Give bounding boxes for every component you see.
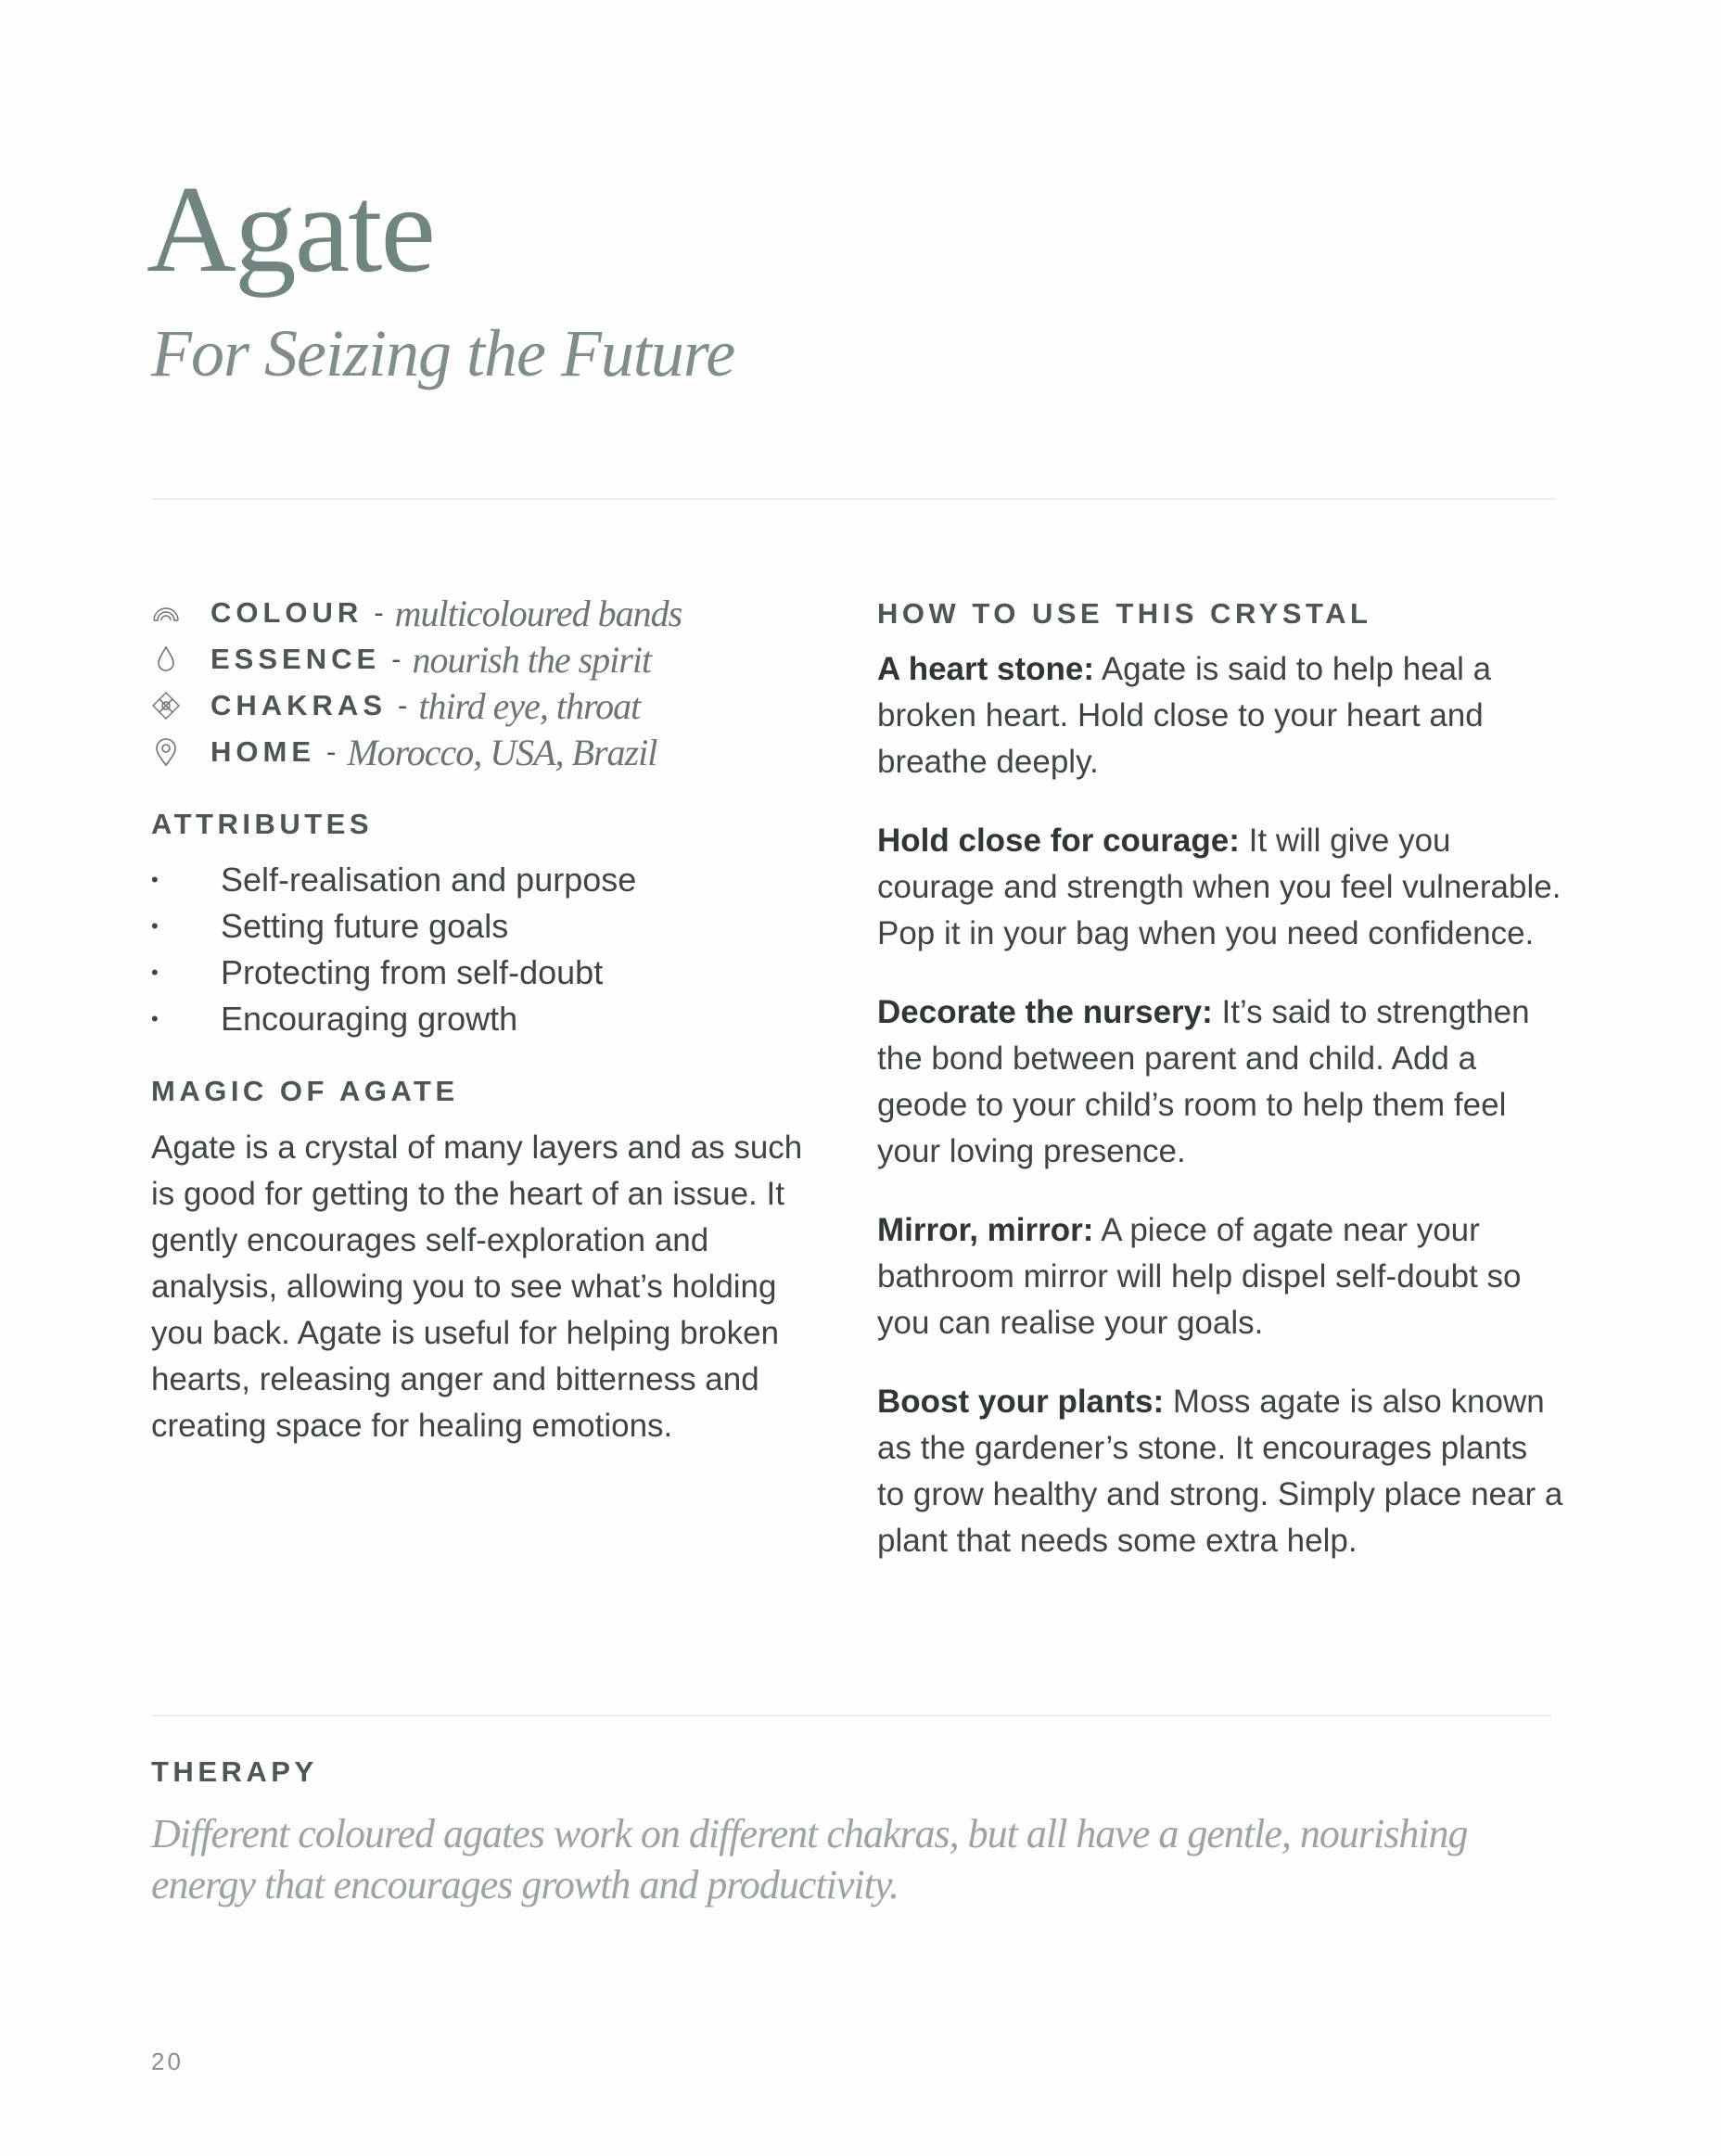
rainbow-icon bbox=[151, 598, 181, 628]
meta-colour: COLOUR - multicoloured bands bbox=[151, 590, 682, 636]
list-item: • Self-realisation and purpose bbox=[151, 861, 637, 899]
use-item: Decorate the nursery: It’s said to strengthen the bond between parent and child. Add a geode to your child’s room to help them feel your loving presence. bbox=[877, 994, 1530, 1169]
attributes-heading: ATTRIBUTES bbox=[151, 808, 374, 840]
divider bbox=[151, 498, 1556, 500]
therapy-heading: THERAPY bbox=[151, 1755, 318, 1788]
magic-text: Agate is a crystal of many layers and as such is good for getting to the heart of an issue. It gently encourages self-exploration and analysis, allowing you to see what’s holding you back. Agate is useful for helping broken hearts, releasing anger and bitterness and creating space for healing emotions. bbox=[151, 1129, 803, 1444]
page-number: 20 bbox=[151, 2048, 184, 2075]
therapy-text: Different coloured agates work on different chakras, but all have a gentle, nourishing energy that encourages growth and productivity. bbox=[151, 1811, 1468, 1907]
divider bbox=[151, 1715, 1551, 1716]
chakra-flower-icon bbox=[151, 691, 181, 721]
list-item: • Protecting from self-doubt bbox=[151, 953, 604, 991]
use-item: Boost your plants: Moss agate is also known as the gardener’s stone. It encourages plants to grow healthy and strong. Simply place near a plant that needs some extra help. bbox=[877, 1384, 1563, 1559]
attributes-list bbox=[151, 857, 636, 1042]
location-pin-icon bbox=[151, 737, 181, 767]
meta-chakras: CHAKRAS - third eye, throat bbox=[151, 683, 682, 729]
how-to-use-heading: HOW TO USE THIS CRYSTAL bbox=[877, 597, 1372, 630]
use-item: A heart stone: Agate is said to help heal a broken heart. Hold close to your heart and breathe deeply. bbox=[877, 651, 1492, 780]
meta-essence: ESSENCE - nourish the spirit bbox=[151, 636, 682, 683]
magic-heading: MAGIC OF AGATE bbox=[151, 1075, 459, 1107]
list-item: • Encouraging growth bbox=[151, 1000, 518, 1038]
crystal-meta bbox=[151, 590, 682, 775]
page-title: Agate bbox=[147, 160, 434, 298]
list-item: • Setting future goals bbox=[151, 907, 509, 945]
meta-home: HOME - Morocco, USA, Brazil bbox=[151, 729, 682, 775]
drop-icon bbox=[151, 644, 181, 674]
how-to-use-list bbox=[877, 646, 1563, 1597]
use-item: Hold close for courage: It will give you courage and strength when you feel vulnerable. Pop it in your bag when you need confidence. bbox=[877, 823, 1562, 951]
page-subtitle: For Seizing the Future bbox=[151, 316, 735, 390]
use-item: Mirror, mirror: A piece of agate near your bathroom mirror will help dispel self-doubt so you can realise your goals. bbox=[877, 1212, 1522, 1341]
